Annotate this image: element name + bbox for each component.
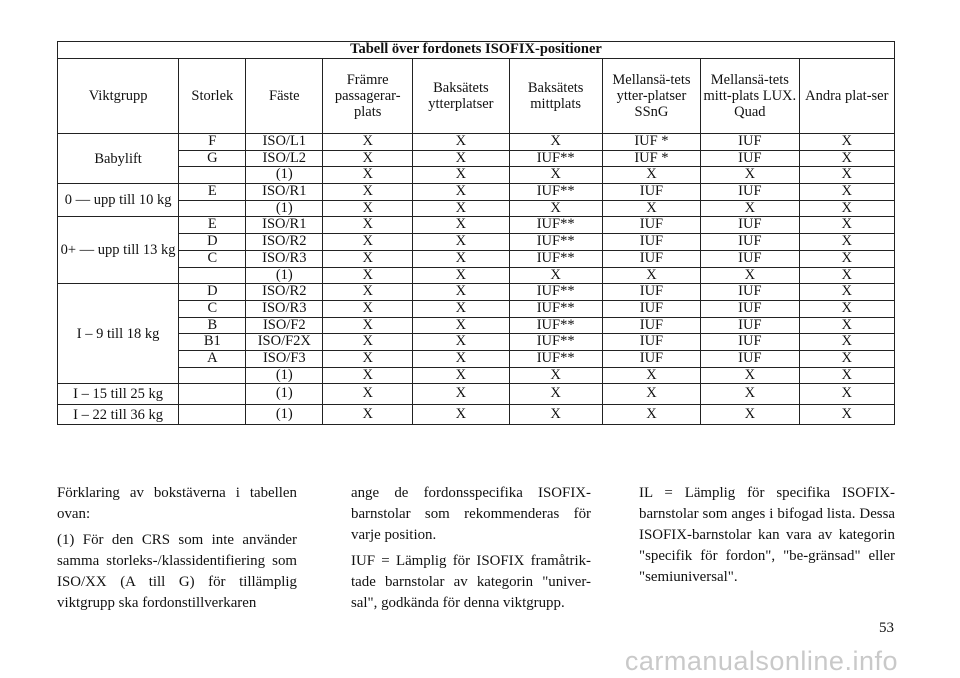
text-column-3	[639, 483, 895, 593]
table-cell: X	[413, 200, 509, 217]
table-cell: X	[323, 317, 413, 334]
table-cell: X	[509, 367, 602, 384]
table-row	[58, 134, 895, 151]
table-cell: X	[323, 334, 413, 351]
weight-group-cell: 0+ — upp till 13 kg	[58, 217, 179, 284]
table-cell: X	[799, 200, 894, 217]
table-row	[58, 217, 895, 234]
table-cell: IUF**	[509, 300, 602, 317]
text-column-2	[351, 483, 591, 619]
table-cell: X	[323, 150, 413, 167]
column-header: Baksätets mittplats	[509, 59, 602, 134]
column-header: Storlek	[179, 59, 246, 134]
table-cell: X	[509, 134, 602, 151]
table-cell: C	[179, 250, 246, 267]
table-cell: X	[799, 250, 894, 267]
table-cell: IUF	[602, 250, 700, 267]
table-cell: IUF	[701, 300, 799, 317]
table-body	[58, 134, 895, 425]
table-cell: ISO/L2	[246, 150, 323, 167]
table-cell: IUF	[701, 284, 799, 301]
table-cell: X	[701, 200, 799, 217]
table-cell: X	[413, 284, 509, 301]
table-cell: A	[179, 350, 246, 367]
table-cell: X	[602, 367, 700, 384]
table-cell: ISO/R1	[246, 217, 323, 234]
table-cell: IUF *	[602, 150, 700, 167]
table-cell: (1)	[246, 167, 323, 184]
table-cell: X	[323, 267, 413, 284]
table-cell: IUF**	[509, 334, 602, 351]
paragraph: IL = Lämplig för specifika ISOFIX-barnstolar som anges i bifogad lista. Dessa ISOFIX-barnstolar kan vara av kategorin "specifik för fordon", "be-gränsad" eller "semiuniversal".	[639, 485, 895, 585]
column-header: Baksätets ytterplatser	[413, 59, 509, 134]
table-cell: X	[701, 384, 799, 405]
table-cell: IUF	[701, 217, 799, 234]
table-cell: X	[799, 367, 894, 384]
weight-group-cell: Babylift	[58, 134, 179, 184]
table-cell: X	[701, 167, 799, 184]
table-cell: G	[179, 150, 246, 167]
table-cell: X	[602, 404, 700, 425]
table-cell: ISO/R3	[246, 250, 323, 267]
table-row	[58, 404, 895, 425]
table-cell: X	[413, 300, 509, 317]
table-cell	[179, 200, 246, 217]
column-header: Mellansä-tets mitt-plats LUX. Quad	[701, 59, 799, 134]
table-cell: ISO/R3	[246, 300, 323, 317]
table-cell: IUF	[602, 284, 700, 301]
table-cell: IUF	[701, 317, 799, 334]
table-row	[58, 167, 895, 184]
table-cell: X	[799, 134, 894, 151]
table-cell: X	[323, 384, 413, 405]
table-cell	[179, 267, 246, 284]
table-row	[58, 267, 895, 284]
table-cell: X	[413, 134, 509, 151]
table-cell: X	[413, 167, 509, 184]
table-cell: X	[323, 250, 413, 267]
table-cell: ISO/R2	[246, 284, 323, 301]
table-cell	[179, 404, 246, 425]
table-cell: IUF	[602, 300, 700, 317]
table-cell: X	[413, 317, 509, 334]
table-cell: D	[179, 234, 246, 251]
paragraph: Förklaring av bokstäverna i tabellen ovan:	[57, 485, 297, 522]
table-cell: E	[179, 217, 246, 234]
table-cell: X	[799, 167, 894, 184]
table-cell: ISO/R1	[246, 184, 323, 201]
table-cell: B1	[179, 334, 246, 351]
table-cell: X	[602, 384, 700, 405]
table-cell: IUF	[602, 350, 700, 367]
table-cell: IUF**	[509, 284, 602, 301]
watermark: carmanualsonline.info	[624, 646, 898, 676]
table-cell: X	[701, 267, 799, 284]
table-row	[58, 300, 895, 317]
table-cell: C	[179, 300, 246, 317]
table-cell: (1)	[246, 267, 323, 284]
table-cell: IUF	[701, 334, 799, 351]
table-cell: F	[179, 134, 246, 151]
table-cell: IUF**	[509, 250, 602, 267]
table-cell: X	[799, 184, 894, 201]
table-cell: IUF	[701, 250, 799, 267]
table-cell: IUF**	[509, 184, 602, 201]
table-cell: IUF	[602, 217, 700, 234]
table-cell: X	[413, 384, 509, 405]
page-number: 53	[879, 620, 894, 636]
table-row	[58, 284, 895, 301]
table-cell: X	[602, 200, 700, 217]
table-cell: X	[323, 167, 413, 184]
table-cell: (1)	[246, 367, 323, 384]
table-cell: X	[323, 234, 413, 251]
table-cell: X	[799, 267, 894, 284]
table-title: Tabell över fordonets ISOFIX-positioner	[58, 42, 895, 59]
table-cell: X	[799, 284, 894, 301]
text-column-1	[57, 483, 297, 619]
paragraph: ange de fordonsspecifika ISOFIX-barnstolar som rekommenderas för varje position.	[351, 485, 591, 543]
table-cell: IUF**	[509, 234, 602, 251]
table-cell: X	[413, 267, 509, 284]
table-cell: X	[413, 250, 509, 267]
table-cell	[179, 167, 246, 184]
table-cell: X	[799, 300, 894, 317]
table-cell: (1)	[246, 200, 323, 217]
table-cell: IUF**	[509, 150, 602, 167]
table-cell: ISO/F2X	[246, 334, 323, 351]
table-cell: X	[509, 384, 602, 405]
table-cell: IUF**	[509, 317, 602, 334]
table-cell: X	[413, 334, 509, 351]
table-cell: X	[413, 367, 509, 384]
table-cell: X	[509, 167, 602, 184]
table-cell: X	[413, 234, 509, 251]
table-cell: X	[323, 404, 413, 425]
table-row	[58, 184, 895, 201]
table-cell: IUF	[602, 334, 700, 351]
table-cell: X	[799, 350, 894, 367]
isofix-positions-table	[57, 41, 895, 425]
weight-group-cell: I – 22 till 36 kg	[58, 404, 179, 425]
table-cell: X	[799, 234, 894, 251]
column-header: Främre passagerar-plats	[323, 59, 413, 134]
table-cell: ISO/L1	[246, 134, 323, 151]
table-cell: X	[413, 217, 509, 234]
table-row	[58, 250, 895, 267]
table-header-row	[58, 59, 895, 134]
table-cell: ISO/F2	[246, 317, 323, 334]
table-cell: IUF *	[602, 134, 700, 151]
table-row	[58, 384, 895, 405]
table-cell: X	[509, 267, 602, 284]
table-cell: X	[799, 217, 894, 234]
table-cell: X	[799, 334, 894, 351]
table-cell: ISO/F3	[246, 350, 323, 367]
table-cell: X	[413, 150, 509, 167]
table-cell: IUF	[701, 134, 799, 151]
table-cell: IUF	[602, 184, 700, 201]
table-cell: X	[323, 367, 413, 384]
table-cell: X	[799, 404, 894, 425]
table-cell: B	[179, 317, 246, 334]
table-cell: IUF**	[509, 217, 602, 234]
table-cell: (1)	[246, 404, 323, 425]
table-cell: X	[799, 317, 894, 334]
table-cell: ISO/R2	[246, 234, 323, 251]
table-cell: X	[413, 184, 509, 201]
table-row	[58, 350, 895, 367]
table-cell	[179, 367, 246, 384]
column-header: Fäste	[246, 59, 323, 134]
table-row	[58, 334, 895, 351]
table-cell: X	[323, 134, 413, 151]
table-cell: IUF	[701, 150, 799, 167]
table-cell: E	[179, 184, 246, 201]
table-cell: D	[179, 284, 246, 301]
table-cell: IUF**	[509, 350, 602, 367]
table-cell: (1)	[246, 384, 323, 405]
table-cell: X	[323, 284, 413, 301]
table-cell: IUF	[602, 317, 700, 334]
weight-group-cell: I – 15 till 25 kg	[58, 384, 179, 405]
table-cell: X	[509, 200, 602, 217]
table-cell: X	[413, 404, 509, 425]
table-cell: X	[323, 184, 413, 201]
column-header: Andra plat-ser	[799, 59, 894, 134]
paragraph: IUF = Lämplig för ISOFIX framåtrik-tade barnstolar av kategorin "univer-sal", godkända för denna viktgrupp.	[351, 553, 591, 611]
table-row	[58, 200, 895, 217]
table-cell: X	[323, 200, 413, 217]
column-header: Viktgrupp	[58, 59, 179, 134]
table-cell: X	[413, 350, 509, 367]
table-cell: X	[602, 167, 700, 184]
table-cell: X	[701, 404, 799, 425]
table-cell: X	[799, 384, 894, 405]
table-cell: X	[509, 404, 602, 425]
table-cell: X	[602, 267, 700, 284]
table-cell: IUF	[701, 350, 799, 367]
table-cell: IUF	[701, 184, 799, 201]
weight-group-cell: I – 9 till 18 kg	[58, 284, 179, 384]
table-row	[58, 367, 895, 384]
table-cell: IUF	[701, 234, 799, 251]
table-cell: X	[323, 350, 413, 367]
table-cell: X	[701, 367, 799, 384]
weight-group-cell: 0 — upp till 10 kg	[58, 184, 179, 217]
table-cell: X	[323, 300, 413, 317]
table-row	[58, 150, 895, 167]
table-cell: IUF	[602, 234, 700, 251]
paragraph: (1) För den CRS som inte använder samma storleks-/klassidentifiering som ISO/XX (A till G) för tillämplig viktgrupp ska fordonstillverkaren	[57, 532, 297, 611]
table-row	[58, 317, 895, 334]
table-cell: X	[323, 217, 413, 234]
column-header: Mellansä-tets ytter-platser SSnG	[602, 59, 700, 134]
table-cell: X	[799, 150, 894, 167]
table-row	[58, 234, 895, 251]
table-cell	[179, 384, 246, 405]
